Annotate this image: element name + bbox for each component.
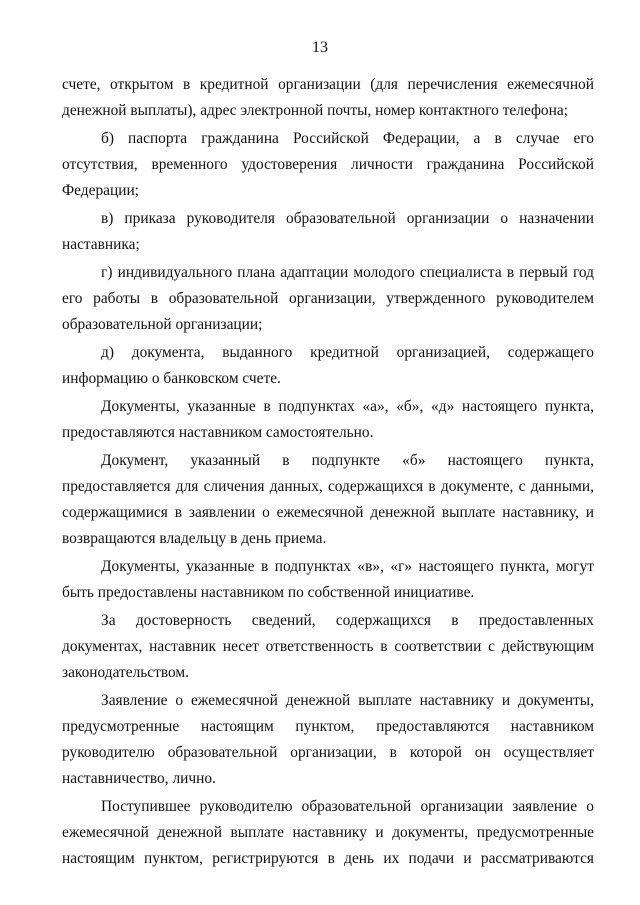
text-line: Федерации;	[62, 182, 139, 199]
text-line: Заявление о ежемесячной денежной выплате наставнику и документы,	[101, 692, 594, 709]
text-line: руководителю образовательной организации, в которой он осуществляет	[62, 744, 594, 761]
text-line: образовательной организации;	[62, 316, 263, 333]
text-line: содержащимися в заявлении о ежемесячной денежной выплате наставнику, и	[62, 504, 594, 521]
text-line: настоящим пунктом, регистрируются в день их подачи и рассматриваются	[62, 850, 594, 867]
text-line: Поступившее руководителю образовательной организации заявление о	[101, 798, 594, 815]
text-line: документах, наставник несет ответственность в соответствии с действующим	[62, 638, 594, 655]
text-line: наставника;	[62, 236, 140, 253]
text-line: б) паспорта гражданина Российской Федерации, а в случае его	[101, 130, 594, 147]
text-line: возвращаются владельцу в день приема.	[62, 530, 327, 547]
text-line: предусмотренные настоящим пунктом, предоставляются наставником	[62, 718, 594, 735]
text-line: г) индивидуального плана адаптации молодого специалиста в первый год	[101, 264, 594, 281]
text-line: предоставляются наставником самостоятельно.	[62, 424, 374, 441]
text-line: законодательством.	[62, 664, 190, 681]
page-number: 13	[312, 39, 328, 56]
text-line: д) документа, выданного кредитной организацией, содержащего	[101, 344, 594, 361]
text-line: Документы, указанные в подпунктах «в», «г» настоящего пункта, могут	[101, 558, 594, 575]
text-line: предоставляется для сличения данных, содержащихся в документе, с данными,	[62, 478, 594, 495]
text-line: информацию о банковском счете.	[62, 370, 281, 387]
text-line: Документы, указанные в подпунктах «а», «б», «д» настоящего пункта,	[101, 398, 594, 415]
text-line: Документ, указанный в подпункте «б» настоящего пункта,	[101, 452, 594, 469]
text-line: денежной выплаты), адрес электронной почты, номер контактного телефона;	[62, 102, 568, 119]
text-line: наставничество, лично.	[62, 770, 216, 787]
text-line: его работы в образовательной организации, утвержденного руководителем	[62, 290, 594, 307]
text-line: в) приказа руководителя образовательной организации о назначении	[101, 210, 594, 227]
text-line: За достоверность сведений, содержащихся в предоставленных	[101, 612, 594, 629]
text-line: ежемесячной денежной выплате наставнику и документы, предусмотренные	[62, 824, 594, 841]
text-line: быть предоставлены наставником по собственной инициативе.	[62, 584, 475, 601]
text-line: счете, открытом в кредитной организации (для перечисления ежемесячной	[62, 76, 594, 93]
text-line: отсутствия, временного удостоверения личности гражданина Российской	[62, 156, 594, 173]
